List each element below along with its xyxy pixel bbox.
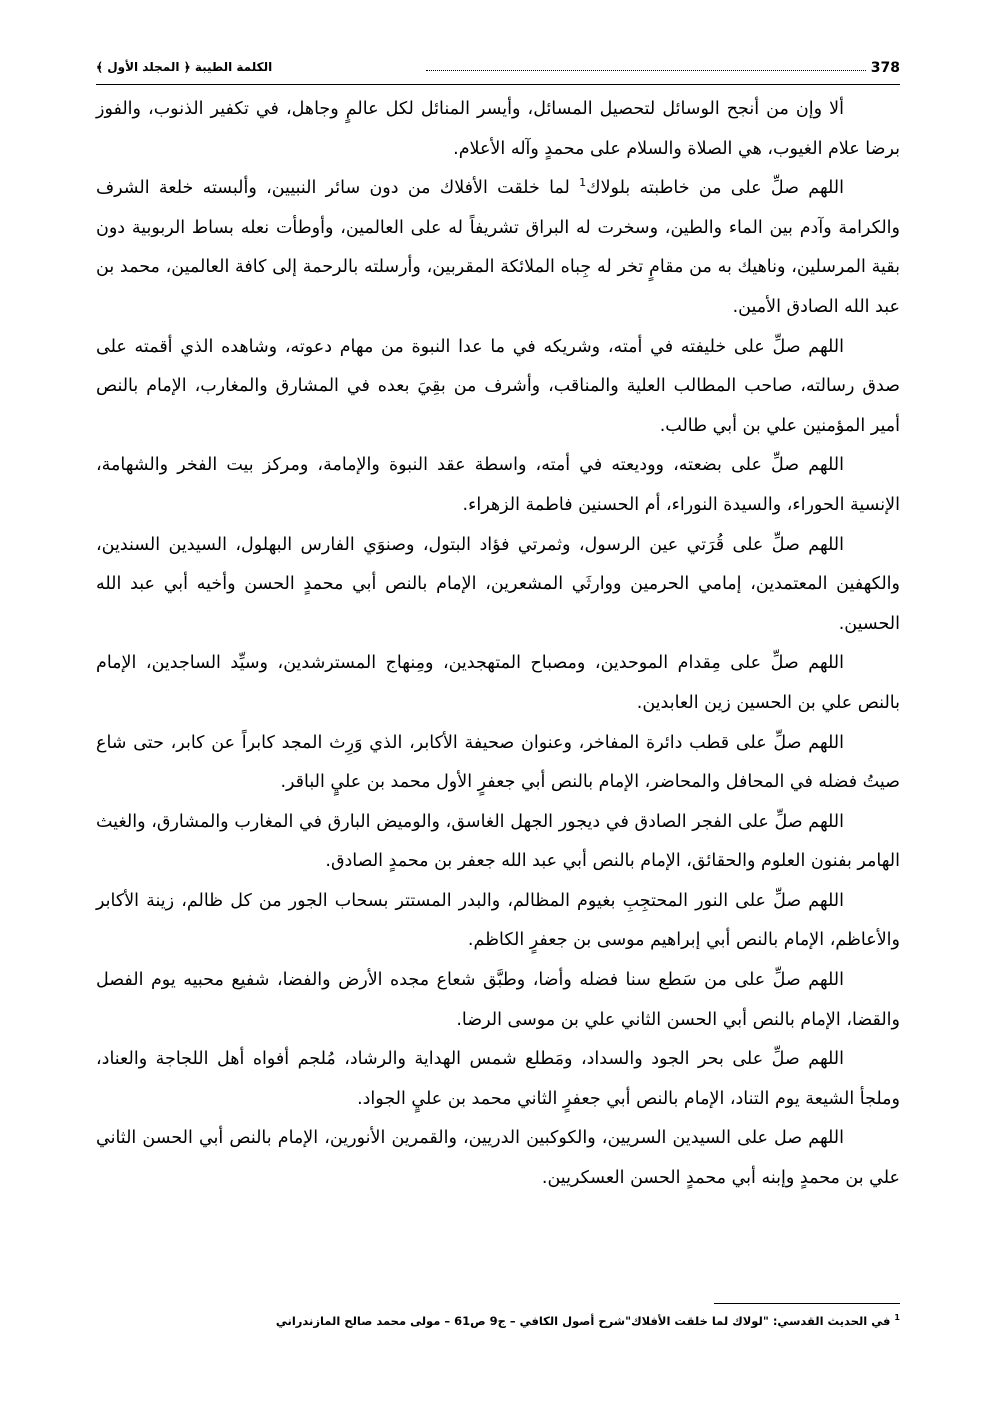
running-title: الكلمة الطيبة ﴿ المجلد الأول ﴾ <box>96 60 273 74</box>
footnote-text: في الحديث القدسي: "لولاك لما خلقت الأفلاك"شرح أصول الكافي – ج9 ص61 – مولى محمد صالح المازندراني <box>275 1313 895 1328</box>
paragraph-text: اللهم صلِّ على من خاطبته بلولاك <box>586 178 844 199</box>
paragraph: اللهم صلِّ على خليفته في أمته، وشريكه في ما عدا النبوة من مهام دعوته، وشاهده الذي أقمته على صدق رسالته، صاحب المطالب العلية والمناقب، وأشرف من بقِيَ بعده في المشارق والمغارب، الإمام بالنص أمير المؤمنين علي بن أبي طالب. <box>96 336 900 436</box>
footnote-number: 1 <box>894 1313 900 1322</box>
paragraph: اللهم صلِّ على الفجر الصادق في ديجور الجهل الغاسق، والوميض البارق في المغارب والمشارق، والغيث الهامر بفنون العلوم والحقائق، الإمام بالنص أبي عبد الله جعفر بن محمدٍ الصادق. <box>96 811 900 872</box>
paragraph: ألا وإن من أنجح الوسائل لتحصيل المسائل، وأيسر المنائل لكل عالمٍ وجاهل، في تكفير الذنوب، والفوز برضا علام الغيوب، هي الصلاة والسلام على محمدٍ وآله الأعلام. <box>96 99 900 159</box>
paragraph: اللهم صلِّ على من سَطع سنا فضله وأضا، وطبَّق شعاع مجده الأرض والفضا، شفيع محبيه يوم الفصل والقضا، الإمام بالنص أبي الحسن الثاني علي بن موسى الرضا. <box>96 970 900 1030</box>
header-rule <box>96 84 900 85</box>
paragraph: اللهم صل على السيدين السريين، والكوكبين الدريين، والقمرين الأنورين، الإمام بالنص أبي الحسن الثاني علي بن محمدٍ وإبنه أبي محمدٍ الحسن العسكريين. <box>96 1128 900 1189</box>
footnote-reference: 1 <box>579 176 587 190</box>
paragraph: اللهم صلِّ على النور المحتجِبِ بغيوم المظالم، والبدر المستتر بسحاب الجور من كل ظالم، زينة الأكابر والأعاظم، الإمام بالنص أبي إبراهيم موسى بن جعفرٍ الكاظم. <box>96 890 900 951</box>
footnote <box>96 1308 900 1331</box>
paragraph: اللهم صلِّ على بضعته، ووديعته في أمته، واسطة عقد النبوة والإمامة، ومركز بيت الفخر والشهامة، الإنسية الحوراء، والسيدة النوراء، أم الحسنين فاطمة الزهراء. <box>96 455 900 515</box>
paragraph <box>96 169 900 327</box>
page-number: 378 <box>870 60 900 76</box>
paragraph: اللهم صلِّ على مِقدام الموحدين، ومصباح المتهجدين، ومِنهاج المسترشدين، وسيِّد الساجدين، الإمام بالنص علي بن الحسين زين العابدين. <box>96 653 900 713</box>
page-header <box>96 56 900 82</box>
header-leader-dots <box>426 70 866 71</box>
paragraph: اللهم صلِّ على قُرَتي عين الرسول، وثمرتي فؤاد البتول، وصنوَي الفارس البهلول، السيدين السندين، والكهفين المعتمدين، إمامي الحرمين ووارثَي المشعرين، الإمام بالنص أبي محمدٍ الحسن وأخيه أبي عبد الله الحسين. <box>96 534 900 634</box>
footnote-separator <box>714 1303 900 1304</box>
paragraph: اللهم صلِّ على قطب دائرة المفاخر، وعنوان صحيفة الأكابر، الذي وَرِث المجد كابراً عن كابر، حتى شاع صيتُ فضله في المحافل والمحاضر، الإمام بالنص أبي جعفرٍ الأول محمد بن عليٍ الباقر. <box>96 732 900 793</box>
paragraph: اللهم صلِّ على بحر الجود والسداد، ومَطلع شمس الهداية والرشاد، مُلجم أفواه أهل اللجاجة والعناد، وملجأ الشيعة يوم التناد، الإمام بالنص أبي جعفرٍ الثاني محمد بن عليٍ الجواد. <box>96 1049 900 1109</box>
body-text <box>96 90 900 1199</box>
paragraph-text: لما خلقت الأفلاك من دون سائر النبيين، وألبسته خلعة الشرف والكرامة وآدم بين الماء والطين، وسخرت له البراق تشريفاً له على العالمين، وأوطأت نعله بساط الربوبية دون بقية المرسلين، وناهيك به من مقامٍ تخر له جِباه الملائكة المقربين، وأرسلته بالرحمة إلى كافة العالمين، محمد بن عبد الله الصادق الأمين. <box>96 178 900 317</box>
